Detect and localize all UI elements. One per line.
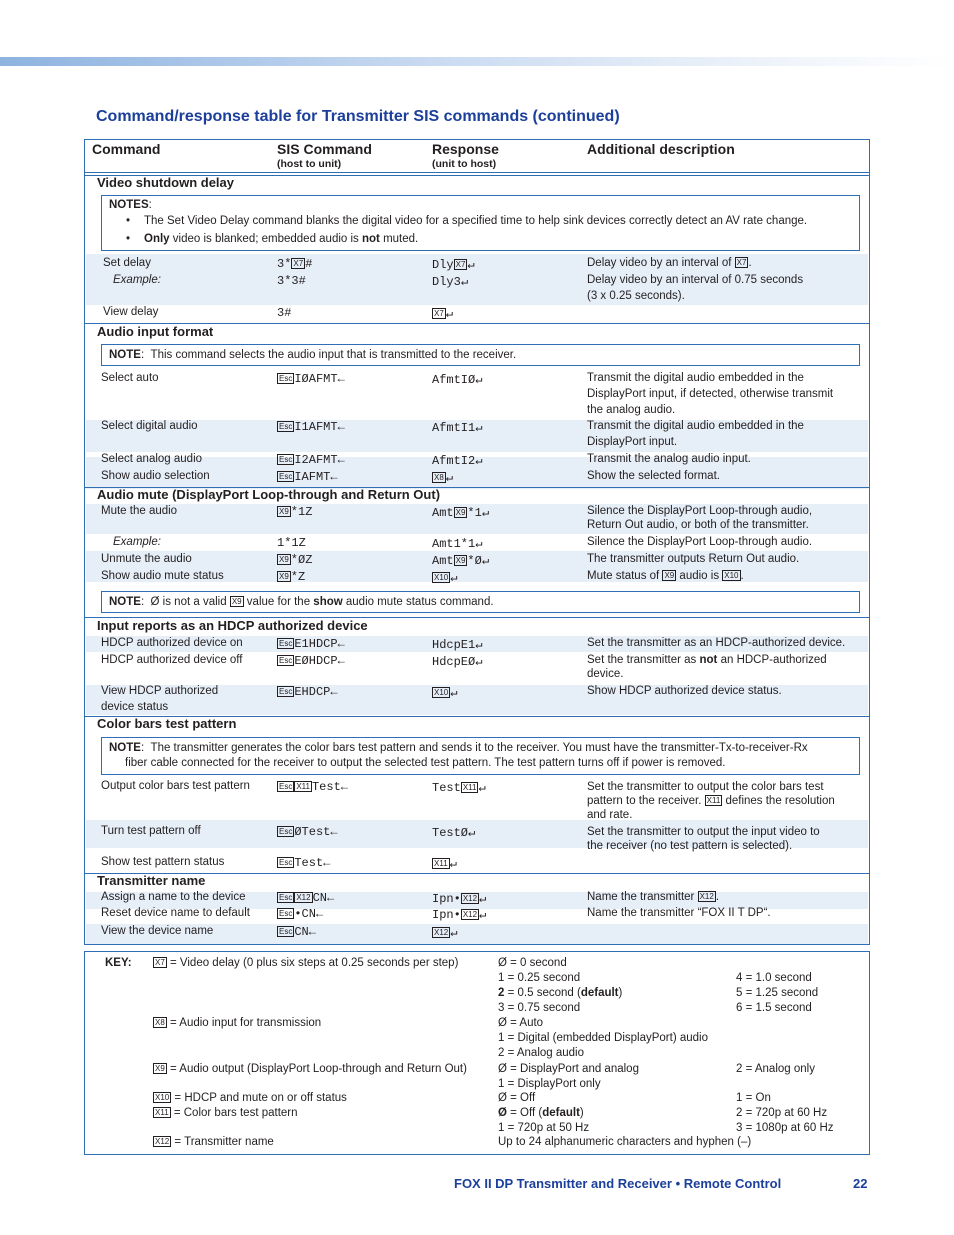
command-label: Turn test pattern off	[101, 825, 201, 837]
description: Transmit the analog audio input.	[587, 453, 751, 465]
key-x11: X11 = Color bars test pattern	[155, 1107, 298, 1119]
note-text: This command selects the audio input that is transmitted to the receiver.	[150, 349, 517, 361]
key-value: 1 = On	[736, 1092, 771, 1104]
notes-label: NOTES	[109, 199, 149, 211]
section-title: Input reports as an HDCP authorized device	[97, 618, 368, 633]
example-label: Example:	[113, 536, 161, 548]
note-text: The Set Video Delay command blanks the digital video for a specified time to help sink devices correctly detect an AV rate change.	[144, 215, 808, 227]
bullet: •	[126, 215, 131, 227]
response: X11 ↵	[434, 857, 457, 871]
sis-command: Esc X12 CN←	[279, 891, 335, 905]
response: AfmtI2↵	[432, 454, 483, 468]
sis-command: Esc X11 Test←	[279, 780, 348, 794]
description: pattern to the receiver. X11 defines the resolution	[587, 795, 835, 807]
key-value: Ø = 0 second	[498, 957, 567, 969]
col-header-response-sub: (unit to host)	[432, 158, 497, 170]
key-value: 3 = 1080p at 60 Hz	[736, 1122, 834, 1134]
description: Name the transmitter X12 .	[587, 891, 720, 903]
top-accent-bar	[0, 57, 954, 66]
description: (3 x 0.25 seconds).	[587, 290, 685, 302]
key-label: KEY:	[105, 957, 132, 969]
sis-command: Esc IØAFMT←	[279, 372, 345, 386]
description: and rate.	[587, 809, 633, 821]
section-title: Color bars test pattern	[97, 716, 237, 731]
sis-command: Esc I1AFMT←	[279, 420, 345, 434]
response: Amt X9 *1↵	[432, 506, 490, 520]
key-value: 5 = 1.25 second	[736, 987, 819, 999]
response: X12 ↵	[434, 926, 458, 940]
description: Name the transmitter “FOX II T DP“.	[587, 907, 771, 919]
page-title: Command/response table for Transmitter SIS commands (continued)	[96, 108, 620, 125]
sis-command: Esc ØTest←	[279, 825, 338, 839]
description: the analog audio.	[587, 404, 676, 416]
description: Show HDCP authorized device status.	[587, 685, 782, 697]
description: The transmitter outputs Return Out audio.	[587, 553, 800, 565]
sis-command: X9 *1Z	[279, 505, 313, 519]
note-text: video is blanked; embedded audio is	[169, 233, 362, 245]
note-box: NOTES: • The Set Video Delay command blanks the digital video for a specified time to help sink devices correctly detect an AV rate change. • Only video is blanked; embedded audio is not muted.	[101, 195, 860, 251]
section-title: Audio mute (DisplayPort Loop-through and Return Out)	[97, 487, 441, 502]
response: X8 ↵	[434, 471, 454, 485]
sis-command: 3*3#	[277, 274, 306, 288]
response: Dly X7 ↵	[432, 258, 475, 272]
key-value: Ø = DisplayPort and analog	[498, 1063, 639, 1075]
command-label: Select auto	[101, 372, 159, 384]
response: TestØ↵	[432, 826, 476, 840]
response: Dly3↵	[432, 275, 469, 289]
sis-command: Esc •CN←	[279, 907, 324, 921]
description: Delay video by an interval of X7 .	[587, 257, 752, 269]
description: Set the transmitter to output the input video to	[587, 826, 820, 838]
description: Set the transmitter as an HDCP-authorized device.	[587, 637, 846, 649]
sis-command: Esc EØHDCP←	[279, 654, 345, 668]
response: Test X11 ↵	[432, 781, 486, 795]
response: X10 ↵	[434, 686, 458, 700]
key-value: Ø = Auto	[498, 1017, 544, 1029]
key-value: 1 = DisplayPort only	[498, 1078, 601, 1090]
description: Silence the DisplayPort Loop-through audio,	[587, 505, 813, 517]
note-text: not	[362, 233, 380, 245]
note-box: NOTE: Ø is not a valid X9 value for the show audio mute status command.	[101, 591, 860, 613]
command-label: Select analog audio	[101, 453, 203, 465]
section-title: Video shutdown delay	[97, 175, 235, 190]
command-table	[84, 139, 870, 945]
key-value: 3 = 0.75 second	[498, 1002, 581, 1014]
command-label: Show audio selection	[101, 470, 210, 482]
command-label: View delay	[103, 306, 159, 318]
col-header-response: Response	[432, 141, 499, 157]
key-value: 4 = 1.0 second	[736, 972, 812, 984]
key-value: 2 = Analog only	[736, 1063, 815, 1075]
note-text: show	[313, 596, 343, 608]
response: AfmtIØ↵	[432, 373, 483, 387]
key-value: Up to 24 alphanumeric characters and hyphen (–)	[498, 1136, 752, 1148]
response: Amt1*1↵	[432, 537, 483, 551]
footer-title: FOX II DP Transmitter and Receiver • Remote Control	[454, 1176, 782, 1191]
note-box: NOTE: The transmitter generates the color bars test pattern and sends it to the receiver. You must have the transmitter-Tx-to-receiver-Rx fiber cable connected for the receiver to output the selected test pattern. The test pattern turns off if power is removed.	[101, 737, 860, 775]
note-box: NOTE: This command selects the audio input that is transmitted to the receiver.	[101, 344, 860, 366]
page-number: 22	[853, 1176, 868, 1191]
note-text: Ø is not a valid	[150, 596, 230, 608]
command-label: device status	[101, 701, 169, 713]
note-label: NOTE	[109, 349, 141, 361]
command-label: Assign a name to the device	[101, 891, 246, 903]
sis-command: Esc IAFMT←	[279, 470, 338, 484]
description: Set the transmitter to output the color bars test	[587, 781, 824, 793]
description: the receiver (no test pattern is selected).	[587, 840, 793, 852]
note-label: NOTE	[109, 596, 141, 608]
description: device.	[587, 668, 624, 680]
note-label: NOTE	[109, 742, 141, 754]
description: Show the selected format.	[587, 470, 720, 482]
note-text: muted.	[379, 233, 419, 245]
bullet: •	[126, 233, 131, 245]
description: Silence the DisplayPort Loop-through audio.	[587, 536, 813, 548]
sis-command: Esc I2AFMT←	[279, 453, 345, 467]
command-label: HDCP authorized device off	[101, 654, 243, 666]
key-x7: X7 = Video delay (0 plus six steps at 0.25 seconds per step)	[155, 957, 459, 969]
response: Amt X9 *Ø↵	[432, 554, 490, 568]
sis-command: Esc EHDCP←	[279, 685, 338, 699]
sis-command: Esc Test←	[279, 856, 331, 870]
key-value: 2 = Analog audio	[498, 1047, 585, 1059]
note-text: fiber cable connected for the receiver to output the selected test pattern. The test pattern turns off if power is removed.	[125, 757, 726, 769]
command-label: Mute the audio	[101, 505, 178, 517]
divider	[85, 172, 869, 173]
note-text: value for the	[243, 596, 314, 608]
key-value: 6 = 1.5 second	[736, 1002, 812, 1014]
command-label: HDCP authorized device on	[101, 637, 243, 649]
key-value: 1 = 0.25 second	[498, 972, 581, 984]
command-label: Reset device name to default	[101, 907, 250, 919]
description: Transmit the digital audio embedded in the	[587, 372, 804, 384]
description: Set the transmitter as not an HDCP-authorized	[587, 654, 827, 666]
command-label: Output color bars test pattern	[101, 780, 250, 792]
description: DisplayPort input.	[587, 436, 678, 448]
description: DisplayPort input, if detected, otherwise transmit	[587, 388, 834, 400]
section-title: Transmitter name	[97, 873, 206, 888]
note-text: Only	[144, 233, 170, 245]
response: X7 ↵	[434, 307, 454, 321]
sis-command: 3#	[277, 306, 292, 320]
response: HdcpEØ↵	[432, 655, 483, 669]
key-x9: X9 = Audio output (DisplayPort Loop-through and Return Out)	[155, 1063, 467, 1075]
response: Ipn• X12 ↵	[432, 908, 487, 922]
description: Transmit the digital audio embedded in the	[587, 420, 804, 432]
key-box	[84, 951, 870, 1155]
note-text: The transmitter generates the color bars test pattern and sends it to the receiver. You must have the transmitter-Tx-to-receiver-Rx	[150, 742, 808, 754]
response: HdcpE1↵	[432, 638, 483, 652]
col-header-sis-sub: (host to unit)	[277, 158, 342, 170]
description: Return Out audio, or both of the transmitter.	[587, 519, 809, 531]
example-label: Example:	[113, 274, 161, 286]
command-label: Select digital audio	[101, 420, 198, 432]
key-x12: X12 = Transmitter name	[155, 1136, 274, 1148]
description: Mute status of X9 audio is X10 .	[587, 570, 744, 582]
sis-command: 3* X7 #	[277, 257, 313, 271]
command-label: Unmute the audio	[101, 553, 192, 565]
command-label: Show test pattern status	[101, 856, 225, 868]
key-value: 1 = 720p at 50 Hz	[498, 1122, 590, 1134]
sis-command: X9 *ØZ	[279, 553, 313, 567]
command-label: Show audio mute status	[101, 570, 224, 582]
sis-command: X9 *Z	[279, 570, 306, 584]
note-text: audio mute status command.	[342, 596, 494, 608]
command-label: View the device name	[101, 925, 214, 937]
sis-command: Esc E1HDCP←	[279, 637, 345, 651]
key-value: Ø = Off	[498, 1092, 536, 1104]
command-label: Set delay	[103, 257, 151, 269]
description: Delay video by an interval of 0.75 seconds	[587, 274, 804, 286]
sis-command: 1*1Z	[277, 536, 306, 550]
response: AfmtI1↵	[432, 421, 483, 435]
sis-command: Esc CN←	[279, 925, 316, 939]
command-label: View HDCP authorized	[101, 685, 219, 697]
key-value: 2 = 0.5 second (default)	[498, 987, 623, 999]
col-header-sis: SIS Command	[277, 141, 372, 157]
key-value: Ø = Off (default)	[498, 1107, 584, 1119]
key-value: 1 = Digital (embedded DisplayPort) audio	[498, 1032, 708, 1044]
section-title: Audio input format	[97, 324, 214, 339]
key-x8: X8 = Audio input for transmission	[155, 1017, 322, 1029]
key-x10: X10 = HDCP and mute on or off status	[155, 1092, 347, 1104]
col-header-command: Command	[92, 141, 161, 157]
col-header-description: Additional description	[587, 141, 735, 157]
key-value: 2 = 720p at 60 Hz	[736, 1107, 828, 1119]
response: Ipn• X12 ↵	[432, 892, 487, 906]
response: X10 ↵	[434, 571, 458, 585]
